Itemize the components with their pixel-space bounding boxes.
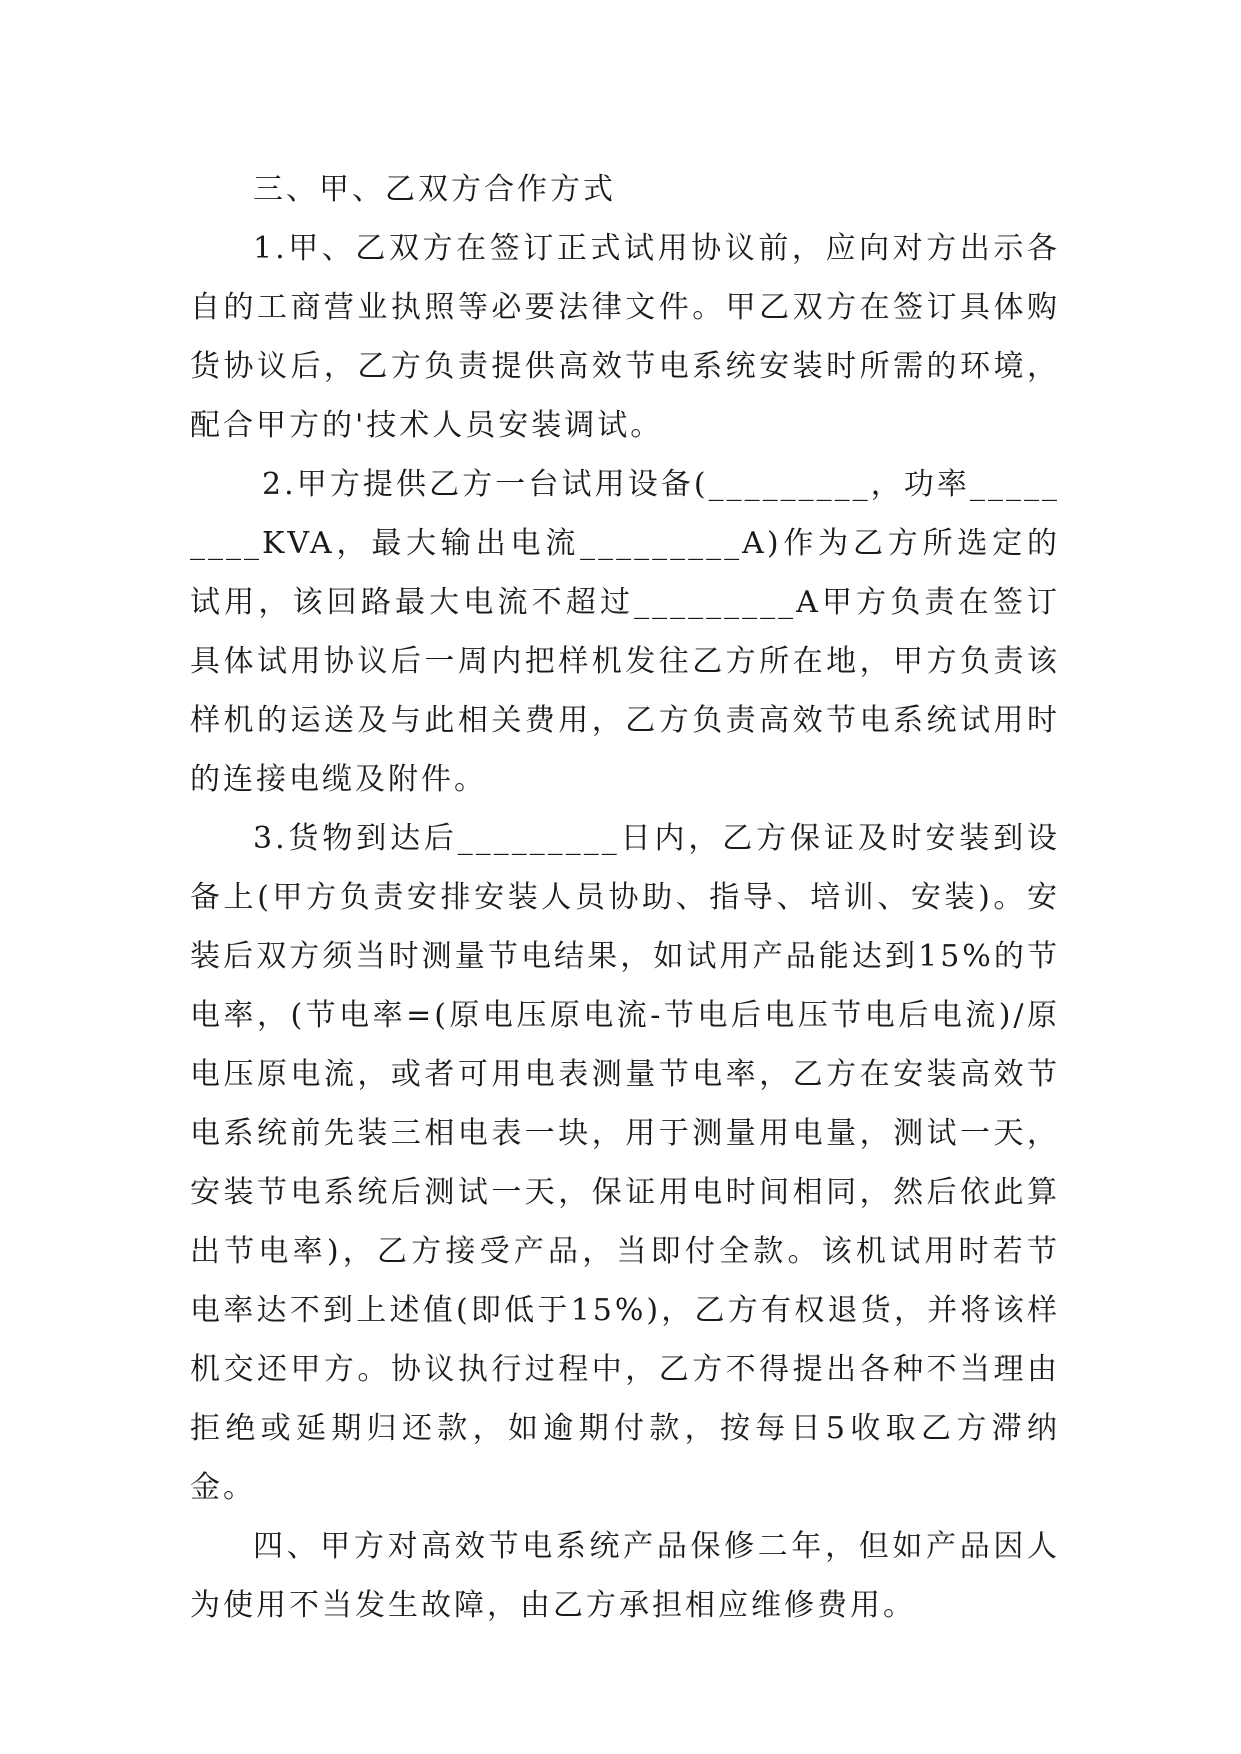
clause-1-paragraph: 1.甲、乙双方在签订正式试用协议前，应向对方出示各自的工商营业执照等必要法律文件。甲乙双方在签订具体购货协议后，乙方负责提供高效节电系统安装时所需的环境，配合甲方的'技术人员安装调试。	[190, 231, 1060, 443]
document-body	[190, 160, 1060, 1635]
clause-3-paragraph: 3.货物到达后_________日内，乙方保证及时安装到设备上(甲方负责安排安装人员协助、指导、培训、安装)。安装后双方须当时测量节电结果，如试用产品能达到15%的节电率，(节电率=(原电压原电流-节电后电压节电后电流)/原电压原电流，或者可用电表测量节电率，乙方在安装高效节电系统前先装三相电表一块，用于测量用电量，测试一天，安装节电系统后测试一天，保证用电时间相同，然后依此算出节电率)，乙方接受产品，当即付全款。该机试用时若节电率达不到上述值(即低于15%)，乙方有权退货，并将该样机交还甲方。协议执行过程中，乙方不得提出各种不当理由拒绝或延期归还款，如逾期付款，按每日5收取乙方滞纳金。	[190, 821, 1060, 1505]
section-4-warranty-paragraph: 四、甲方对高效节电系统产品保修二年，但如产品因人为使用不当发生故障，由乙方承担相应维修费用。	[190, 1529, 1060, 1623]
clause-2-paragraph: 2.甲方提供乙方一台试用设备(_________，功率_________KVA，最大输出电流_________A)作为乙方所选定的试用，该回路最大电流不超过_________A甲方负责在签订具体试用协议后一周内把样机发往乙方所在地，甲方负责该样机的运送及与此相关费用，乙方负责高效节电系统试用时的连接电缆及附件。	[190, 467, 1060, 797]
section-heading-cooperation: 三、甲、乙双方合作方式	[253, 172, 616, 207]
